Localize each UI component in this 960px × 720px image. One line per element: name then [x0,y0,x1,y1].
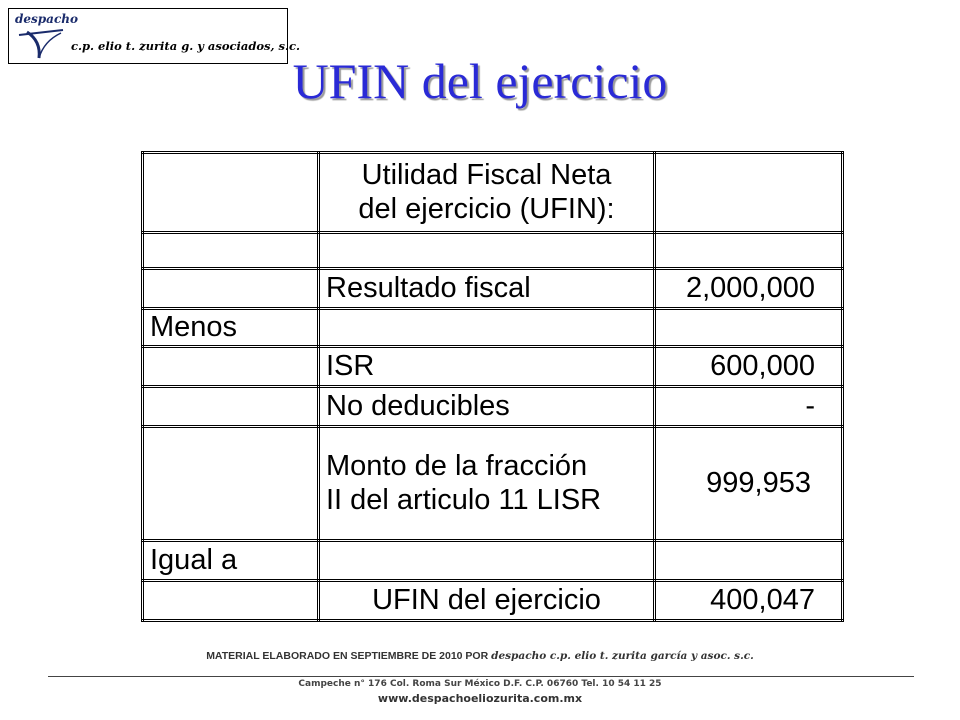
table-cell [143,153,319,233]
table-row [143,387,843,427]
label-line-1: Monto de la fracción [326,450,588,483]
page-title: UFIN del ejercicio [292,53,668,109]
footer-website[interactable]: www.despachoeliozurita.com.mx [377,692,583,705]
table-cell [319,309,655,347]
table-cell-label: ISR [319,347,655,387]
logo-firm-name: c.p. elio t. zurita g. y asociados, s.c. [71,39,301,53]
table-cell-label: UFIN del ejercicio [319,581,655,621]
table-cell [143,269,319,309]
table-row [143,269,843,309]
table-cell [655,153,843,233]
table-cell-value: 600,000 [655,347,843,387]
table-cell-header [319,153,655,233]
footer-divider [48,676,914,677]
table-cell-value: 999,953 [655,427,843,541]
table-cell-label: Resultado fiscal [319,269,655,309]
footer-address: Campeche n° 176 Col. Roma Sur México D.F. C.P. 06760 Tel. 10 54 11 25 [298,679,662,689]
header-line-2: del ejercicio (UFIN): [358,192,615,225]
logo-brand: despacho [15,12,78,26]
material-note [0,650,960,662]
header-line-1: Utilidad Fiscal Neta [361,159,612,192]
table-row [143,347,843,387]
table-cell [143,233,319,269]
table-cell-value: 400,047 [655,581,843,621]
table-cell [143,581,319,621]
material-firm: despacho c.p. elio t. zurita garcía y asoc. s.c. [491,650,754,662]
material-prefix: MATERIAL ELABORADO EN SEPTIEMBRE DE 2010 POR [206,650,489,662]
table-row [143,541,843,581]
table-cell [143,347,319,387]
table-cell-label: No deducibles [319,387,655,427]
label-line-2: II del articulo 11 LISR [326,483,602,516]
table-cell [319,233,655,269]
table-row [143,233,843,269]
table-cell-value: 2,000,000 [655,269,843,309]
table-cell [143,427,319,541]
table-cell [319,541,655,581]
table-cell-label: Igual a [143,541,319,581]
table-cell [655,309,843,347]
ufin-table [141,151,844,622]
table-row [143,309,843,347]
table-cell [143,387,319,427]
table-row [143,427,843,541]
table-row-header [143,153,843,233]
table-cell-value: - [655,387,843,427]
table-row-total [143,581,843,621]
table-cell [655,541,843,581]
table-cell [655,233,843,269]
table-cell-label [319,427,655,541]
table-cell-label: Menos [143,309,319,347]
t-emblem-icon [17,27,67,59]
